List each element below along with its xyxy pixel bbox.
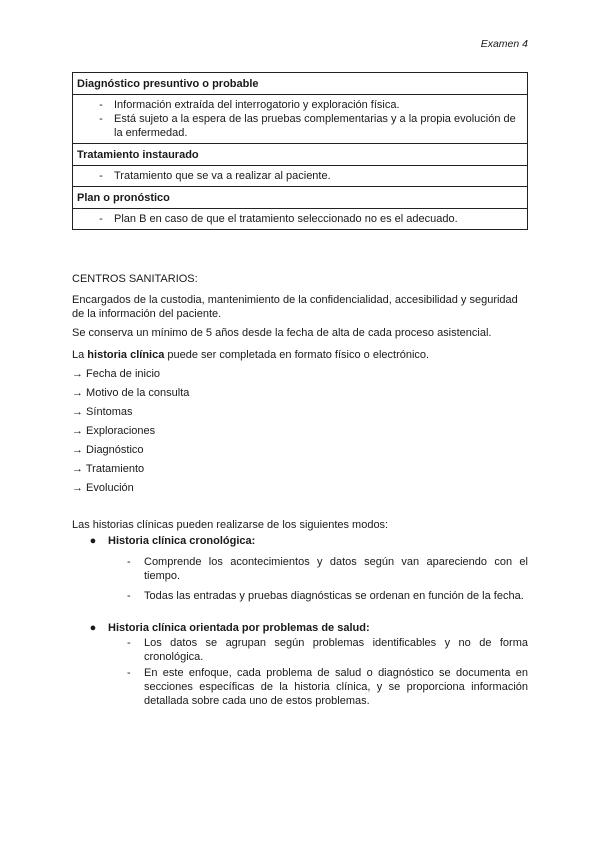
dash: - [127,667,131,679]
dash: - [127,556,131,568]
section-body-tratamiento [73,166,527,187]
list-item [79,212,521,226]
type-title-text: Historia clínica orientada por problemas de salud: [108,622,370,634]
list-item [79,169,521,183]
section-body-plan [73,209,527,229]
centros-paragraph-2: Se conserva un mínimo de 5 años desde la fecha de alta de cada proceso asistencial. [72,327,492,339]
dash: - [127,637,131,649]
centros-heading: CENTROS SANITARIOS: [72,273,198,285]
list-item-text: Tratamiento que se va a realizar al paciente. [114,170,331,182]
list-item-text: Comprende los acontecimientos y datos según van apareciendo con el tiempo. [144,556,528,582]
bullet-icon: ● [89,622,97,634]
list-item [122,589,528,603]
bullet-icon: ● [89,535,97,547]
diagnosis-table [72,72,528,230]
page-header: Examen 4 [480,38,528,50]
dash: - [99,99,103,111]
list-item-text: Los datos se agrupan según problemas identificables y no de forma cronológica. [144,637,528,663]
section-title-tratamiento: Tratamiento instaurado [73,144,527,166]
section-title-diagnostico: Diagnóstico presuntivo o probable [73,73,527,95]
list-item [122,555,528,583]
list-item: → Fecha de inicio [72,368,161,380]
section-title-plan: Plan o pronóstico [73,187,527,209]
list-item-text: En este enfoque, cada problema de salud o diagnóstico se documenta en secciones específicas de la historia clínica, y se proporciona información detallada sobre cada uno de estos problemas. [144,667,528,707]
dash: - [99,113,103,125]
list-item: → Motivo de la consulta [72,387,190,399]
centros-paragraph-3 [72,348,528,362]
type-title-text: Historia clínica cronológica: [108,535,256,547]
list-item: → Evolución [72,482,134,494]
modos-intro: Las historias clínicas pueden realizarse de los siguientes modos: [72,519,389,531]
type-title-cronologica [72,534,528,548]
list-item-text: Todas las entradas y pruebas diagnósticas se ordenan en función de la fecha. [144,590,524,602]
list-item [122,636,528,664]
dash: - [99,170,103,182]
list-item: → Diagnóstico [72,444,144,456]
list-item-text: Información extraída del interrogatorio y exploración física. [114,99,400,111]
list-item-text: Está sujeto a la espera de las pruebas complementarias y a la propia evolución de la enfermedad. [114,113,516,139]
p3-bold: historia clínica [87,349,165,361]
p3-suffix: puede ser completada en formato físico o electrónico. [164,349,430,361]
section-body-diagnostico [73,95,527,144]
dash: - [99,213,103,225]
dash: - [127,590,131,602]
arrow-list [72,367,528,500]
list-item [79,112,521,140]
type-title-problemas [72,621,528,635]
list-item [79,98,521,112]
list-item [122,666,528,708]
list-item-text: Plan B en caso de que el tratamiento seleccionado no es el adecuado. [114,213,458,225]
list-item: → Tratamiento [72,463,145,475]
main-content [72,272,528,708]
centros-paragraph-1: Encargados de la custodia, mantenimiento de la confidencialidad, accesibilidad y seguridad de la información del paciente. [72,294,518,320]
list-item: → Exploraciones [72,425,156,437]
p3-prefix: La [72,349,88,361]
list-item: → Síntomas [72,406,133,418]
